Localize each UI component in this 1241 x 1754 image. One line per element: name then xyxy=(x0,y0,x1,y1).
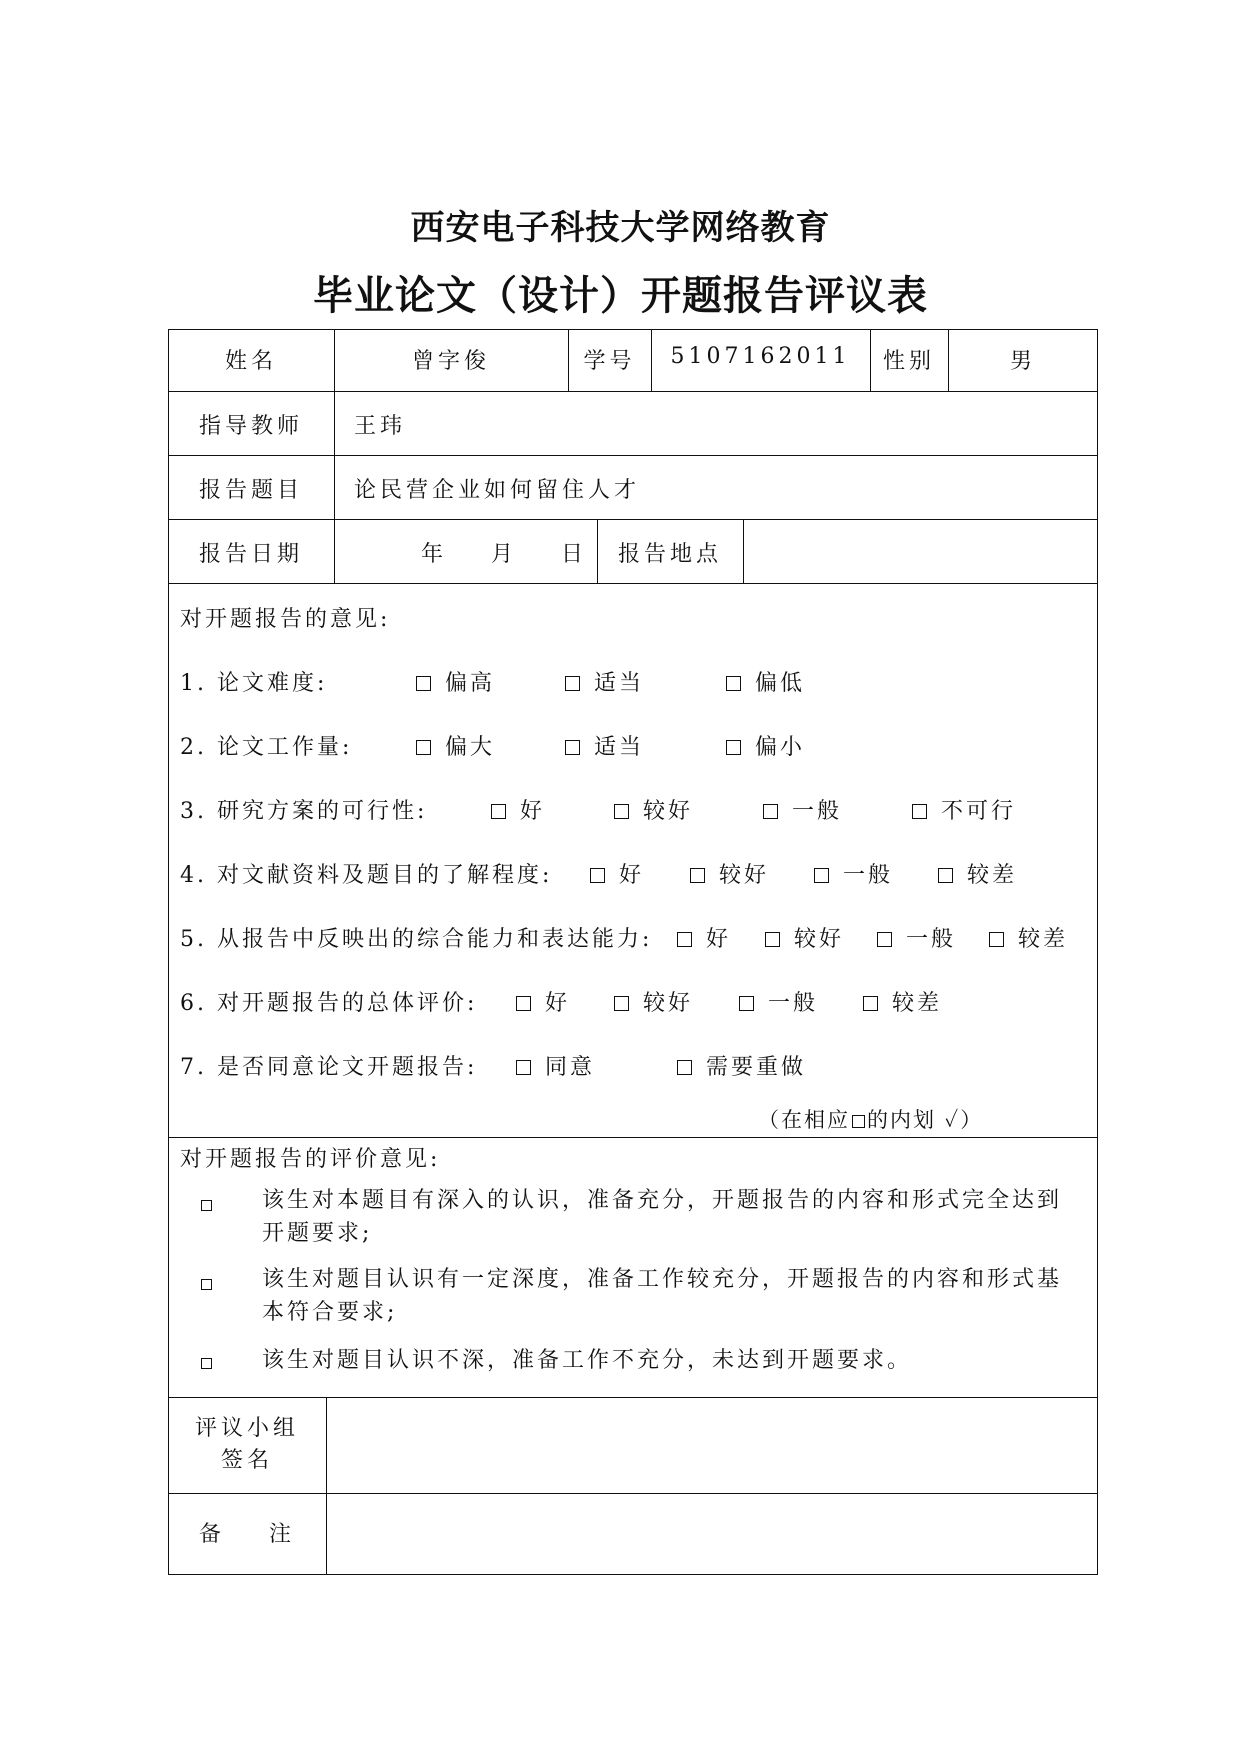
evaluation-option-1: 该生对本题目有深入的认识，准备充分，开题报告的内容和形式完全达到开题要求; xyxy=(262,1188,1063,1246)
evaluation-option-3: 该生对题目认识不深，准备工作不充分，未达到开题要求。 xyxy=(262,1348,913,1373)
option-feasibility-fairly-good[interactable]: 较好 xyxy=(614,794,693,825)
row-divider xyxy=(168,391,1098,392)
option-workload-moderate[interactable]: 适当 xyxy=(565,730,644,761)
question-approval: 7. 是否同意论文开题报告: xyxy=(180,1055,478,1080)
place-field[interactable] xyxy=(743,529,1098,573)
name-label: 姓名 xyxy=(224,349,277,374)
option-feasibility-good[interactable]: 好 xyxy=(491,794,545,825)
checkbox-icon[interactable] xyxy=(416,676,431,691)
checkbox-icon[interactable] xyxy=(763,804,778,819)
remarks-field[interactable] xyxy=(326,1493,1098,1575)
checkbox-icon[interactable] xyxy=(877,932,892,947)
name-field[interactable]: 曾字俊 xyxy=(411,349,490,374)
checkbox-icon[interactable] xyxy=(416,740,431,755)
advisor-field[interactable]: 王玮 xyxy=(354,414,407,439)
option-overall-fairly-good[interactable]: 较好 xyxy=(614,986,693,1017)
evaluation-option-2: 该生对题目认识有一定深度，准备工作较充分，开题报告的内容和形式基本符合要求; xyxy=(262,1267,1063,1325)
topic-label: 报告题目 xyxy=(198,478,303,503)
checkbox-icon[interactable] xyxy=(938,868,953,883)
option-literature-poor[interactable]: 较差 xyxy=(938,858,1017,889)
review-group-signature-label: 评议小组 签名 xyxy=(194,1416,299,1473)
signature-field[interactable] xyxy=(326,1397,1098,1493)
option-ability-poor[interactable]: 较差 xyxy=(989,922,1068,953)
option-overall-poor[interactable]: 较差 xyxy=(863,986,942,1017)
option-feasibility-average[interactable]: 一般 xyxy=(763,794,842,825)
checkbox-icon[interactable] xyxy=(614,804,629,819)
row-divider xyxy=(168,1137,1098,1138)
checkbox-icon[interactable] xyxy=(201,1200,212,1211)
option-literature-fairly-good[interactable]: 较好 xyxy=(690,858,769,889)
student-id-label: 学号 xyxy=(583,349,636,374)
checkbox-icon[interactable] xyxy=(989,932,1004,947)
option-redo[interactable]: 需要重做 xyxy=(677,1050,806,1081)
option-literature-good[interactable]: 好 xyxy=(590,858,644,889)
checkbox-icon[interactable] xyxy=(726,676,741,691)
checkbox-icon[interactable] xyxy=(677,1060,692,1075)
form-title: 毕业论文（设计）开题报告评议表 xyxy=(313,273,928,319)
option-approve[interactable]: 同意 xyxy=(516,1050,595,1081)
question-overall: 6. 对开题报告的总体评价: xyxy=(180,991,478,1016)
option-ability-average[interactable]: 一般 xyxy=(877,922,956,953)
option-difficulty-high[interactable]: 偏高 xyxy=(416,666,495,697)
option-difficulty-low[interactable]: 偏低 xyxy=(726,666,805,697)
question-feasibility: 3. 研究方案的可行性: xyxy=(180,799,428,824)
checkbox-icon[interactable] xyxy=(912,804,927,819)
option-overall-good[interactable]: 好 xyxy=(516,986,570,1017)
checkbox-icon[interactable] xyxy=(565,740,580,755)
checkbox-icon[interactable] xyxy=(726,740,741,755)
option-ability-fairly-good[interactable]: 较好 xyxy=(765,922,844,953)
checkbox-icon[interactable] xyxy=(739,996,754,1011)
question-literature: 4. 对文献资料及题目的了解程度: xyxy=(180,863,553,888)
checkbox-icon[interactable] xyxy=(565,676,580,691)
gender-label: 性别 xyxy=(882,349,935,374)
question-difficulty: 1. 论文难度: xyxy=(180,671,328,696)
topic-field[interactable]: 论民营企业如何留住人才 xyxy=(354,478,641,503)
checkbox-icon[interactable] xyxy=(516,996,531,1011)
date-month-label: 月 xyxy=(491,542,518,567)
student-id-field[interactable]: 5107162011 xyxy=(670,344,851,369)
option-workload-large[interactable]: 偏大 xyxy=(416,730,495,761)
option-overall-average[interactable]: 一般 xyxy=(739,986,818,1017)
date-year-label: 年 xyxy=(421,542,448,567)
advisor-label: 指导教师 xyxy=(198,414,303,439)
date-label: 报告日期 xyxy=(198,542,303,567)
row-divider xyxy=(168,519,1098,520)
option-literature-average[interactable]: 一般 xyxy=(814,858,893,889)
checkbox-icon[interactable] xyxy=(677,932,692,947)
question-ability: 5. 从报告中反映出的综合能力和表达能力: xyxy=(180,927,653,952)
checkbox-icon[interactable] xyxy=(863,996,878,1011)
checkbox-icon[interactable] xyxy=(201,1358,212,1369)
checkbox-icon[interactable] xyxy=(765,932,780,947)
option-workload-small[interactable]: 偏小 xyxy=(726,730,805,761)
checkbox-icon[interactable] xyxy=(491,804,506,819)
row-divider xyxy=(168,455,1098,456)
row-divider xyxy=(168,583,1098,584)
checkbox-icon[interactable] xyxy=(201,1279,212,1290)
question-workload: 2. 论文工作量: xyxy=(180,735,353,760)
remarks-label: 备 注 xyxy=(199,1522,295,1547)
checkbox-instruction: （在相应 的内划 ✓） xyxy=(758,1108,984,1132)
checkbox-icon xyxy=(852,1115,865,1128)
place-label: 报告地点 xyxy=(617,542,722,567)
gender-field[interactable]: 男 xyxy=(1009,349,1036,374)
checkbox-icon[interactable] xyxy=(614,996,629,1011)
school-title: 西安电子科技大学网络教育 xyxy=(410,208,831,248)
checkbox-icon[interactable] xyxy=(814,868,829,883)
opinion-heading: 对开题报告的意见: xyxy=(180,607,391,632)
option-difficulty-moderate[interactable]: 适当 xyxy=(565,666,644,697)
option-ability-good[interactable]: 好 xyxy=(677,922,731,953)
checkbox-icon[interactable] xyxy=(516,1060,531,1075)
date-day-label: 日 xyxy=(561,542,588,567)
evaluation-heading: 对开题报告的评价意见: xyxy=(180,1147,441,1172)
checkbox-icon[interactable] xyxy=(690,868,705,883)
option-feasibility-not-feasible[interactable]: 不可行 xyxy=(912,794,1016,825)
checkbox-icon[interactable] xyxy=(590,868,605,883)
